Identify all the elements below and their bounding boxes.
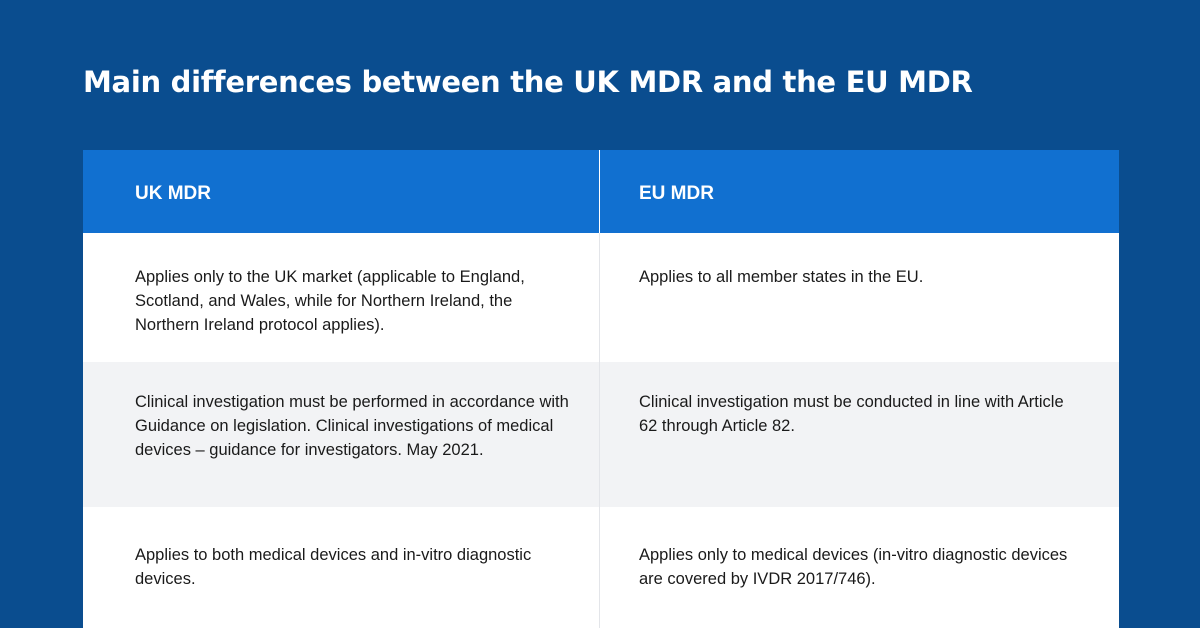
table-header-row (83, 150, 1119, 233)
comparison-table (83, 150, 1119, 628)
header-uk-mdr: UK MDR (135, 183, 211, 204)
cell-eu (600, 362, 1119, 507)
cell-eu (600, 507, 1119, 628)
cell-uk (83, 507, 600, 628)
cell-eu (600, 233, 1119, 362)
header-cell-eu (600, 150, 1119, 233)
cell-eu-text: Applies only to medical devices (in-vitro diagnostic devices are covered by IVDR 2017/746). (639, 546, 1068, 588)
header-eu-mdr: EU MDR (639, 183, 714, 204)
table-row (83, 362, 1119, 507)
table-row (83, 233, 1119, 362)
cell-uk (83, 362, 600, 507)
cell-uk (83, 233, 600, 362)
cell-eu-text: Clinical investigation must be conducted in line with Article 62 through Article 82. (639, 393, 1064, 435)
cell-uk-text: Clinical investigation must be performed in accordance with Guidance on legislation. Clinical investigations of medical devices – guidance for investigators. May 2021. (135, 393, 569, 459)
header-cell-uk (83, 150, 600, 233)
page-title: Main differences between the UK MDR and the EU MDR (83, 65, 973, 99)
cell-uk-text: Applies to both medical devices and in-vitro diagnostic devices. (135, 546, 532, 588)
cell-eu-text: Applies to all member states in the EU. (639, 268, 924, 286)
table-row (83, 507, 1119, 628)
cell-uk-text: Applies only to the UK market (applicable to England, Scotland, and Wales, while for Northern Ireland, the Northern Ireland protocol applies). (135, 268, 525, 334)
